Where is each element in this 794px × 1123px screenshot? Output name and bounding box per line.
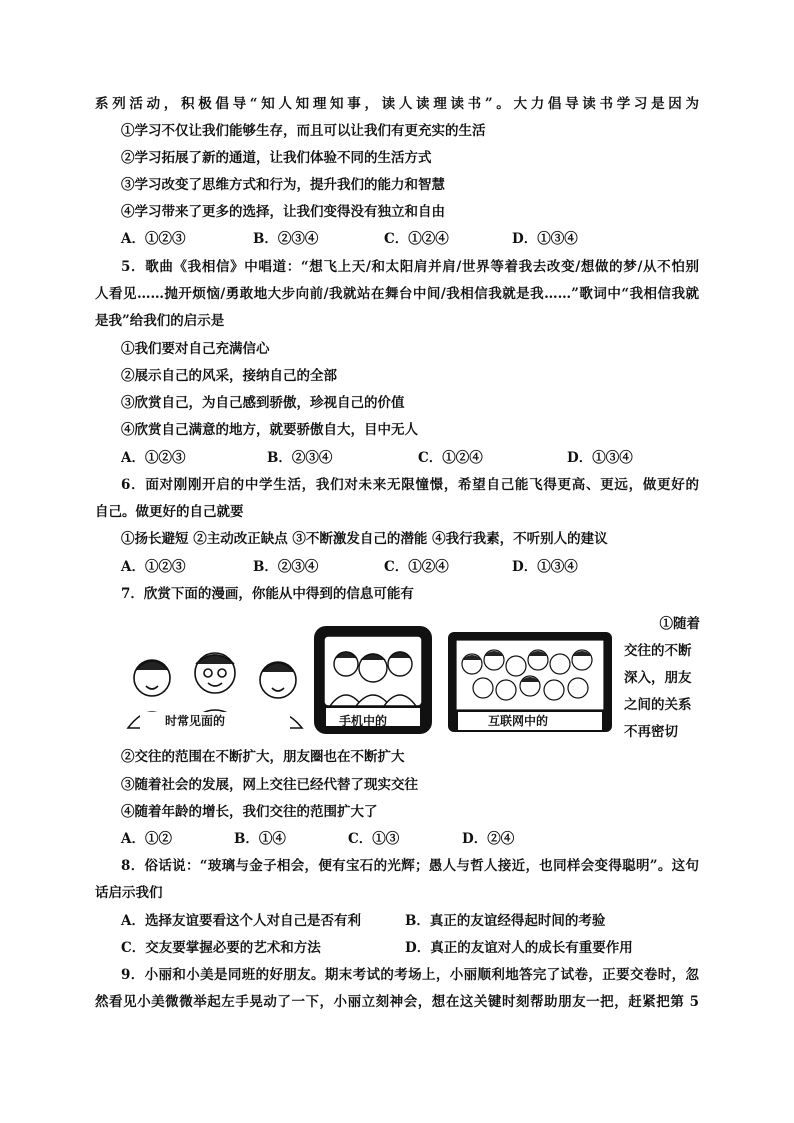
- q5-stem-line-3: 是我”给我们的启示是: [95, 313, 225, 329]
- q4-choice-c[interactable]: C．①②④: [384, 231, 449, 247]
- q4-stem-tail: 系列活动，积极倡导“知人知理知事，读人读理读书”。大力倡导读书学习是因为: [95, 96, 699, 112]
- q5-choice-b[interactable]: B．②③④: [267, 450, 333, 466]
- q5-choice-c[interactable]: C．①②④: [418, 450, 483, 466]
- q7-statement-1-line-4: 之间的关系: [624, 697, 692, 713]
- q5-stem-line-2: 人看见……抛开烦恼/勇敢地大步向前/我就站在舞台中间/我相信我就是我……”歌词中“我相信我就: [95, 286, 699, 302]
- q9-stem-line-1: 9．小丽和小美是同班的好朋友。期末考试的考场上，小丽顺利地答完了试卷，正要交卷时，忽: [121, 967, 699, 983]
- cartoon-caption-face-to-face: 时常见面的: [165, 714, 226, 728]
- q5-statement-2: ②展示自己的风采，接纳自己的全部: [121, 368, 337, 384]
- q7-statement-3: ③随着社会的发展，网上交往已经代替了现实交往: [121, 777, 418, 793]
- q4-choice-a[interactable]: A．①②③: [121, 231, 186, 247]
- q4-statement-3: ③学习改变了思维方式和行为，提升我们的能力和智慧: [121, 177, 445, 193]
- q8-choice-a[interactable]: A．选择友谊要看这个人对自己是否有利: [121, 913, 361, 929]
- q5-statement-4: ④欣赏自己满意的地方，就要骄傲自大，目中无人: [121, 422, 418, 438]
- q8-choice-c[interactable]: C．交友要掌握必要的艺术和方法: [121, 940, 321, 956]
- q4-statement-2: ②学习拓展了新的通道，让我们体验不同的生活方式: [121, 150, 432, 166]
- q8-choice-b[interactable]: B．真正的友谊经得起时间的考验: [405, 913, 606, 929]
- q6-choice-a[interactable]: A．①②③: [121, 559, 186, 575]
- q5-statement-1: ①我们要对自己充满信心: [121, 341, 270, 357]
- q7-choice-c[interactable]: C．①③: [348, 831, 400, 847]
- q7-statement-1-line-2: 交往的不断: [624, 643, 692, 659]
- q6-choice-c[interactable]: C．①②④: [384, 559, 449, 575]
- q7-choice-a[interactable]: A．①②: [121, 831, 172, 847]
- q5-choice-a[interactable]: A．①②③: [121, 450, 186, 466]
- q7-stem: 7．欣赏下面的漫画，你能从中得到的信息可能有: [121, 586, 414, 602]
- q7-statement-1: [624, 611, 700, 746]
- q7-choice-d[interactable]: D．②④: [462, 831, 515, 847]
- q4-choice-b[interactable]: B．②③④: [253, 231, 319, 247]
- q7-statement-1-line-5: 不再密切: [624, 724, 678, 740]
- q7-statement-2: ②交往的范围在不断扩大，朋友圈也在不断扩大: [121, 749, 405, 765]
- q5-stem-line-1: 5．歌曲《我相信》中唱道：“想飞上天/和太阳肩并肩/世界等着我去改变/想做的梦/从不怕别: [121, 259, 699, 275]
- q6-stem-line-1: 6．面对刚刚开启的中学生活，我们对未来无限憧憬，希望自己能飞得更高、更远，做更好的: [121, 477, 699, 493]
- q6-statements: ①扬长避短 ②主动改正缺点 ③不断激发自己的潜能 ④我行我素，不听别人的建议: [121, 531, 608, 547]
- q7-statement-4: ④随着年龄的增长，我们交往的范围扩大了: [121, 804, 378, 820]
- q7-statement-1-line-3: 深入，朋友: [624, 670, 692, 686]
- q7-statement-1-line-1: ①随着: [659, 616, 700, 632]
- q5-choice-d[interactable]: D．①③④: [567, 450, 633, 466]
- q6-choice-d[interactable]: D．①③④: [512, 559, 578, 575]
- cartoon-caption-phone: 手机中的: [339, 714, 388, 728]
- q4-choice-d[interactable]: D．①③④: [512, 231, 578, 247]
- cartoon-caption-internet: 互联网中的: [488, 714, 549, 728]
- q8-stem-line-1: 8．俗话说：“玻璃与金子相会，便有宝石的光辉；愚人与哲人接近，也同样会变得聪明”。这句: [121, 858, 699, 874]
- q6-stem-line-2: 自己。做更好的自己就要: [95, 504, 244, 520]
- q4-statement-1: ①学习不仅让我们能够生存，而且可以让我们有更充实的生活: [121, 123, 486, 139]
- q8-stem-line-2: 话启示我们: [95, 885, 163, 901]
- q8-choice-d[interactable]: D．真正的友谊对人的成长有重要作用: [405, 940, 633, 956]
- q4-statement-4: ④学习带来了更多的选择，让我们变得没有独立和自由: [121, 204, 445, 220]
- q6-choice-b[interactable]: B．②③④: [253, 559, 319, 575]
- q7-choice-b[interactable]: B．①④: [234, 831, 286, 847]
- q9-stem-line-2: 然看见小美微微举起左手晃动了一下，小丽立刻神会，想在这关键时刻帮助朋友一把，赶紧把第 5: [95, 994, 699, 1010]
- q5-statement-3: ③欣赏自己，为自己感到骄傲，珍视自己的价值: [121, 395, 405, 411]
